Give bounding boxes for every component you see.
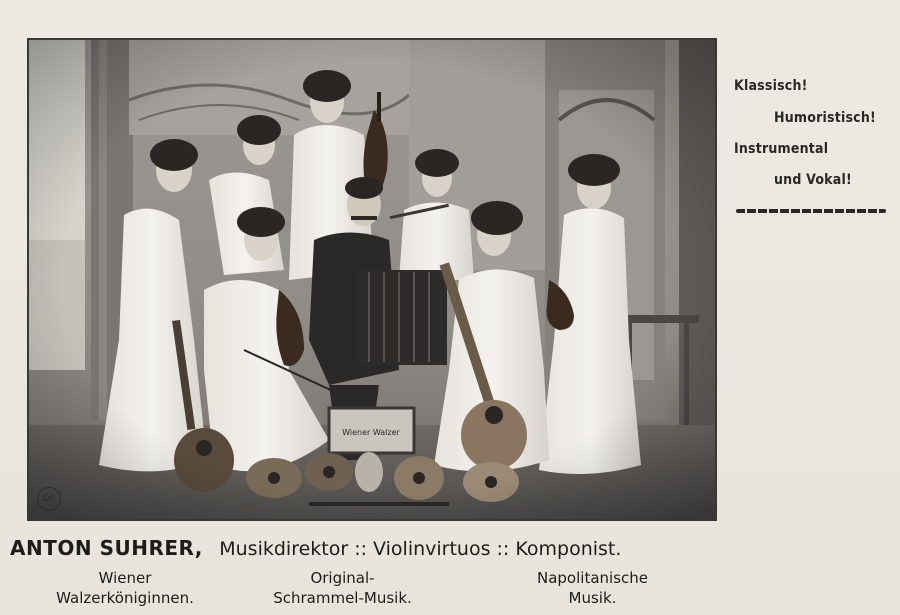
subtitle-walzer <box>35 568 215 608</box>
group-photograph <box>27 38 717 521</box>
decorative-rule <box>736 209 886 213</box>
headline <box>10 536 621 560</box>
subtitle-line: Original- <box>310 569 375 587</box>
subtitle-schrammel <box>255 568 430 608</box>
director-name: ANTON SUHRER, <box>10 536 203 560</box>
subtitle-line: Wiener <box>98 569 152 587</box>
slogan-line-4: und Vokal! <box>774 172 852 188</box>
director-titles: Musikdirektor :: Violinvirtuos :: Komponist. <box>219 538 622 560</box>
photo-illustration <box>29 40 715 519</box>
subtitle-napolitan <box>505 568 680 608</box>
photographer-monogram: DP <box>37 487 61 511</box>
subtitle-line: Walzerköniginnen. <box>56 589 194 607</box>
slogan-line-2: Humoristisch! <box>774 110 876 126</box>
slogan-line-1: Klassisch! <box>734 78 808 94</box>
slogan-line-3: Instrumental <box>734 141 829 157</box>
subtitle-line: Schrammel-Musik. <box>273 589 412 607</box>
subtitle-line: Musik. <box>568 589 617 607</box>
subtitle-line: Napolitanische <box>537 569 648 587</box>
